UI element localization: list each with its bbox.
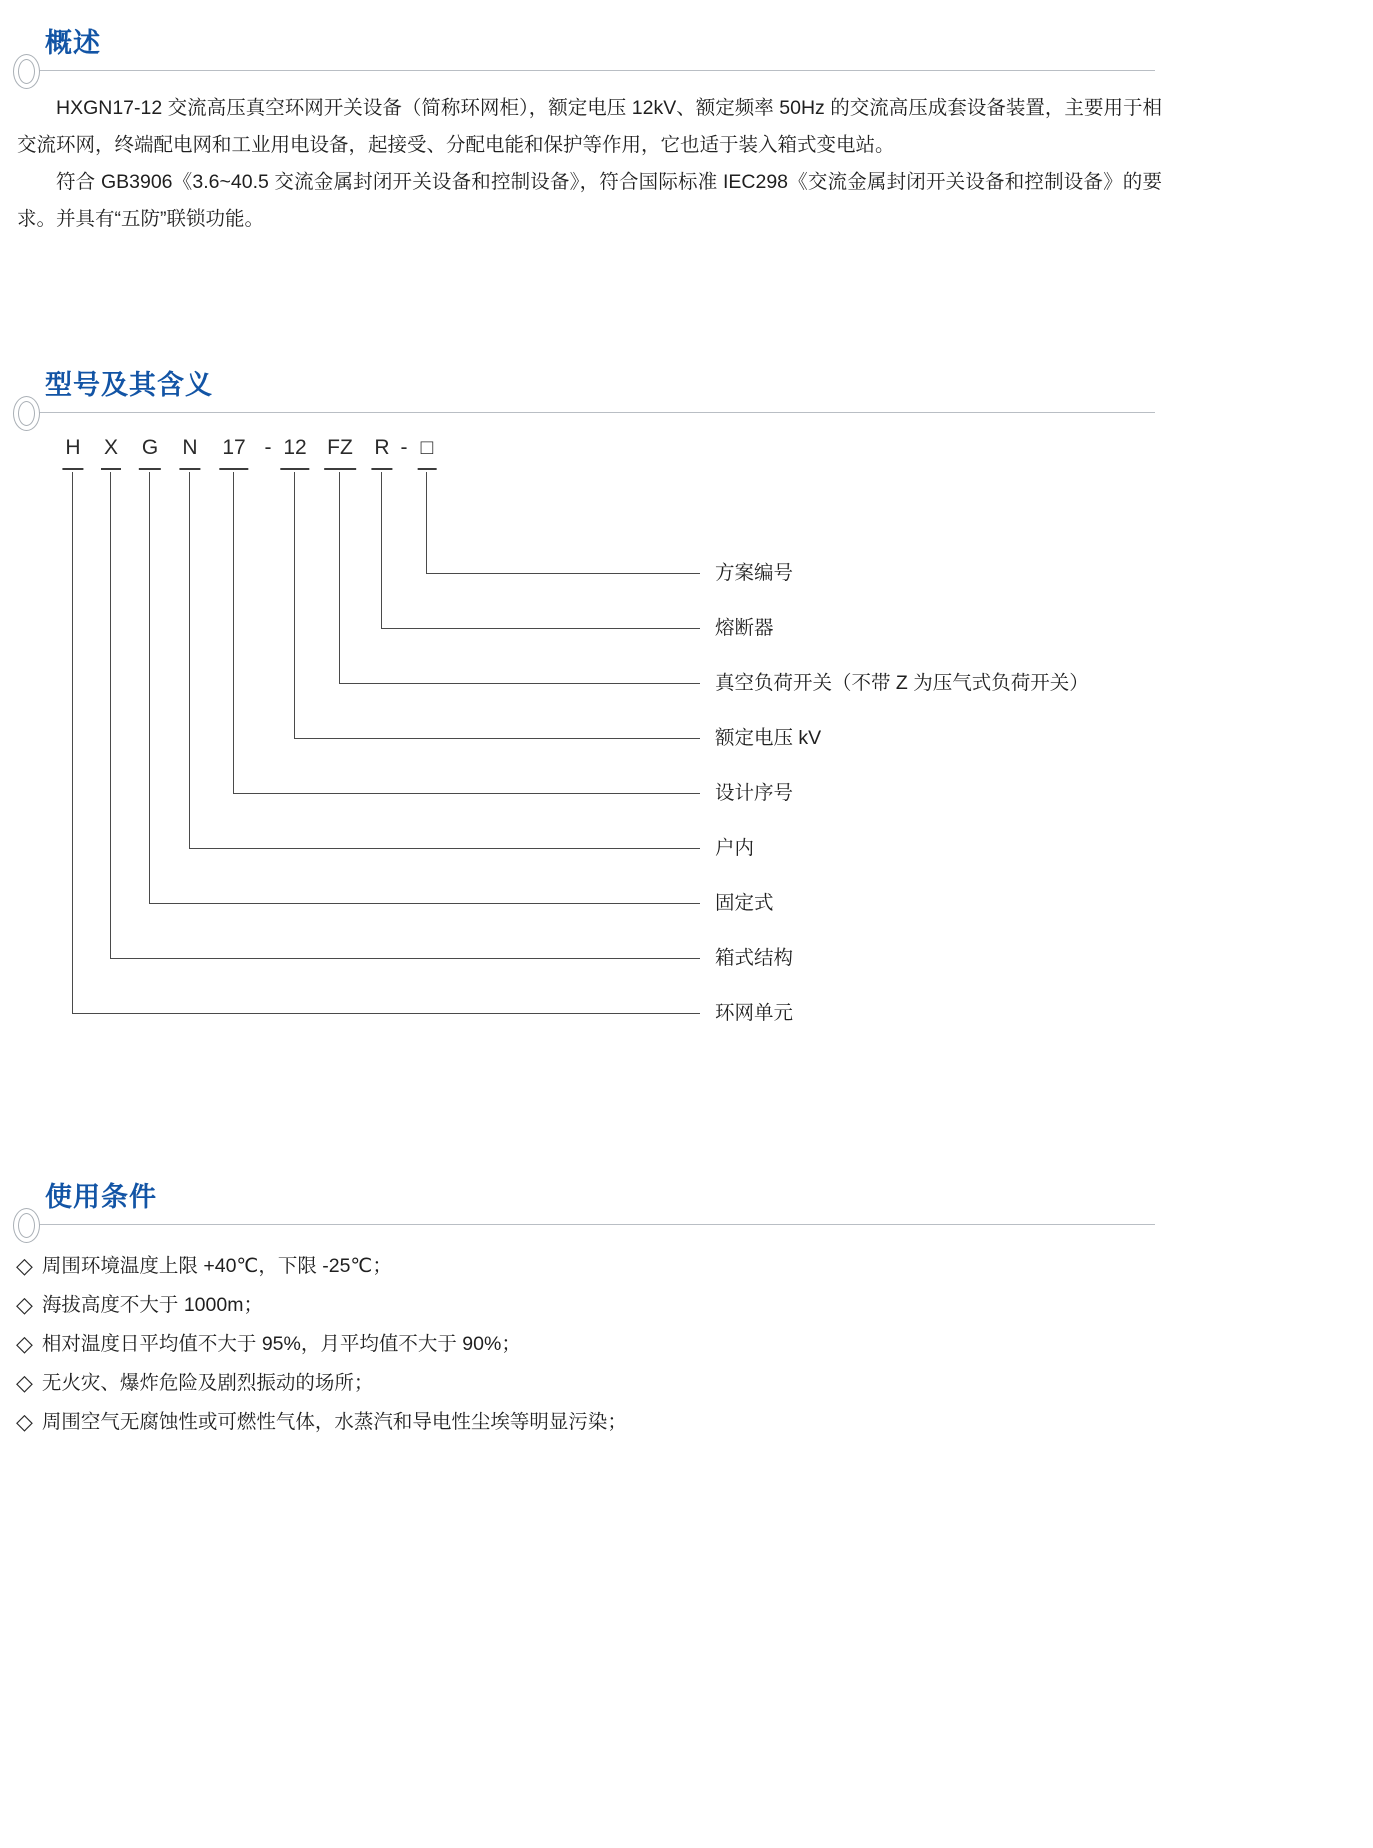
diamond-bullet-icon: ◇ [16,1370,33,1395]
model-code-token: 17 [219,435,248,470]
condition-text: 周围环境温度上限 +40℃，下限 -25℃； [41,1255,392,1277]
diamond-bullet-icon: ◇ [16,1292,33,1317]
model-code-token: G [139,435,161,470]
connector-hline [294,738,700,739]
connector-vline [294,472,295,738]
legend-label: 熔断器 [715,617,774,639]
ring-marker-icon [13,396,40,431]
connector-hline [110,958,700,959]
section-title-conditions: 使用条件 [45,1182,157,1212]
overview-paragraph: 符合 GB3906《3.6~40.5 交流金属封闭开关设备和控制设备》，符合国际标准 IEC298《交流金属封闭开关设备和控制设备》的要求。并具有“五防”联锁功能。 [17,171,1162,230]
legend-label: 方案编号 [715,562,794,584]
section-rule [30,70,1155,71]
section-rule [30,1224,1155,1225]
model-code-token: R [371,435,392,470]
ring-marker-icon [13,54,40,89]
section-rule-row [0,402,1373,408]
model-code-token: FZ [324,435,356,470]
legend-label: 固定式 [715,892,774,914]
diamond-bullet-icon: ◇ [16,1253,33,1278]
connector-hline [339,683,700,684]
conditions-list [16,1246,1246,1441]
connector-hline [72,1013,700,1014]
ring-marker-icon [13,1208,40,1243]
connector-hline [381,628,700,629]
overview-paragraph: HXGN17-12 交流高压真空环网开关设备（简称环网柜），额定电压 12kV、额定频率 50Hz 的交流高压成套设备装置，主要用于相交流环网，终端配电网和工业用电设备，起接受、分配电能和保护等作用，它也适于装入箱式变电站。 [17,97,1162,156]
condition-item [16,1363,1246,1402]
legend-label: 户内 [715,837,755,859]
condition-item [16,1402,1246,1441]
connector-vline [110,472,111,958]
connector-vline [72,472,73,1013]
section-conditions-header [0,1180,1373,1220]
section-model-header [0,368,1373,408]
model-code-token: N [179,435,200,470]
connector-vline [381,472,382,628]
connector-vline [149,472,150,903]
legend-label: 箱式结构 [715,947,794,969]
legend-label: 环网单元 [715,1002,794,1024]
connector-hline [189,848,700,849]
section-title-model: 型号及其含义 [45,370,213,400]
section-rule [30,412,1155,413]
legend-label: 额定电压 kV [715,727,822,749]
connector-vline [339,472,340,683]
connector-hline [426,573,700,574]
model-code-token: H [62,435,83,470]
condition-item [16,1285,1246,1324]
legend-label: 真空负荷开关（不带 Z 为压气式负荷开关） [715,672,1089,694]
condition-text: 周围空气无腐蚀性或可燃性气体，水蒸汽和导电性尘埃等明显污染； [41,1411,627,1433]
model-code-diagram [0,435,1373,1060]
condition-item [16,1246,1246,1285]
section-title-overview: 概述 [45,28,101,58]
section-rule-row [0,60,1373,66]
condition-text: 相对温度日平均值不大于 95%，月平均值不大于 90%； [41,1333,521,1355]
section-overview-header [0,26,1373,66]
diamond-bullet-icon: ◇ [16,1409,33,1434]
model-code-placeholder-box: □ [418,435,437,470]
connector-vline [189,472,190,848]
connector-vline [426,472,427,573]
model-code-token: 12 [280,435,309,470]
overview-body [17,90,1162,238]
model-code-token: X [101,435,121,470]
connector-hline [149,903,700,904]
model-code-dash: - [264,436,272,459]
condition-text: 海拔高度不大于 1000m； [41,1294,263,1316]
section-rule-row [0,1214,1373,1220]
condition-text: 无火灾、爆炸危险及剧烈振动的场所； [41,1372,374,1394]
model-code-dash: - [400,436,408,459]
diamond-bullet-icon: ◇ [16,1331,33,1356]
legend-label: 设计序号 [715,782,794,804]
condition-item [16,1324,1246,1363]
connector-vline [233,472,234,793]
connector-hline [233,793,700,794]
